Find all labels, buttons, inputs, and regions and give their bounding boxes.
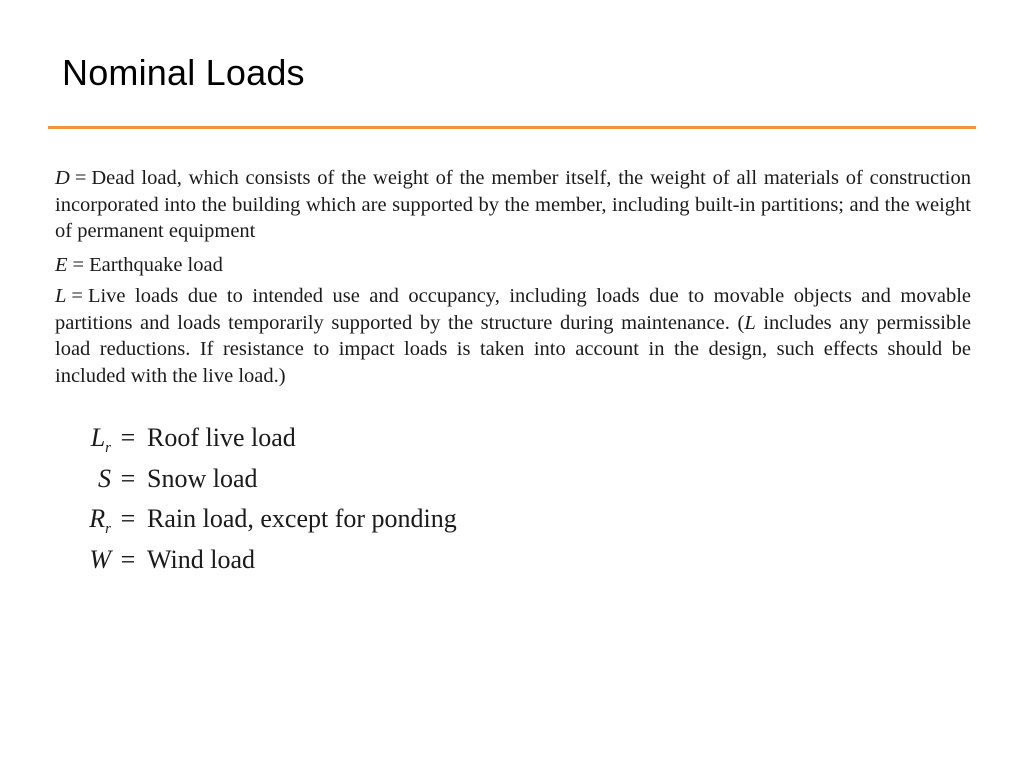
list-item-rain-load [55, 504, 457, 545]
symbol-d: D [55, 167, 70, 189]
load-label: Rain load, except for ponding [147, 504, 457, 533]
title-divider [48, 126, 976, 129]
symbol-e: E [55, 253, 68, 276]
symbol-l: L [55, 285, 67, 307]
slide-title: Nominal Loads [62, 52, 305, 93]
list-item-wind-load [55, 545, 457, 586]
equals-sign: = [120, 544, 136, 574]
equals-sign: = [120, 423, 136, 452]
list-item-roof-live-load [55, 423, 457, 464]
load-symbol: $L_r$ [90, 423, 111, 457]
load-symbol: W [89, 544, 111, 574]
equals-sign: = [72, 253, 85, 276]
definitions-block [55, 165, 971, 396]
load-list [55, 423, 457, 585]
list-item-snow-load [55, 464, 457, 505]
load-symbol: $R_r$ [89, 504, 111, 538]
definition-text: Earthquake load [89, 253, 223, 276]
load-label: Snow load [147, 463, 258, 493]
definition-earthquake-load [55, 252, 971, 279]
definition-text-continued: includes any permissible load reductions. If resistance to impact loads is taken into account in the design, such effects should be included with the live load.) [55, 311, 972, 387]
inline-symbol-l: L [744, 311, 756, 334]
equals-sign: = [74, 167, 87, 189]
definition-text: Live loads due to intended use and occupancy, including loads due to movable objects and movable partitions and loads temporarily supported by the structure during maintenance. ( [55, 285, 971, 334]
definition-dead-load [55, 165, 971, 245]
definition-live-load [55, 283, 971, 389]
equals-sign: = [120, 504, 136, 533]
symbol-subscript: r [105, 521, 111, 538]
definition-text: Dead load, which consists of the weight of the member itself, the weight of all materials of construction incorporated into the building which are supported by the member, including built-in partitions; and the weight of permanent equipment [55, 167, 971, 242]
load-symbol: S [98, 463, 111, 493]
load-label: Roof live load [147, 423, 296, 452]
equals-sign: = [120, 463, 136, 493]
symbol-subscript: r [105, 440, 111, 457]
equals-sign: = [71, 285, 83, 307]
load-label: Wind load [147, 544, 255, 574]
